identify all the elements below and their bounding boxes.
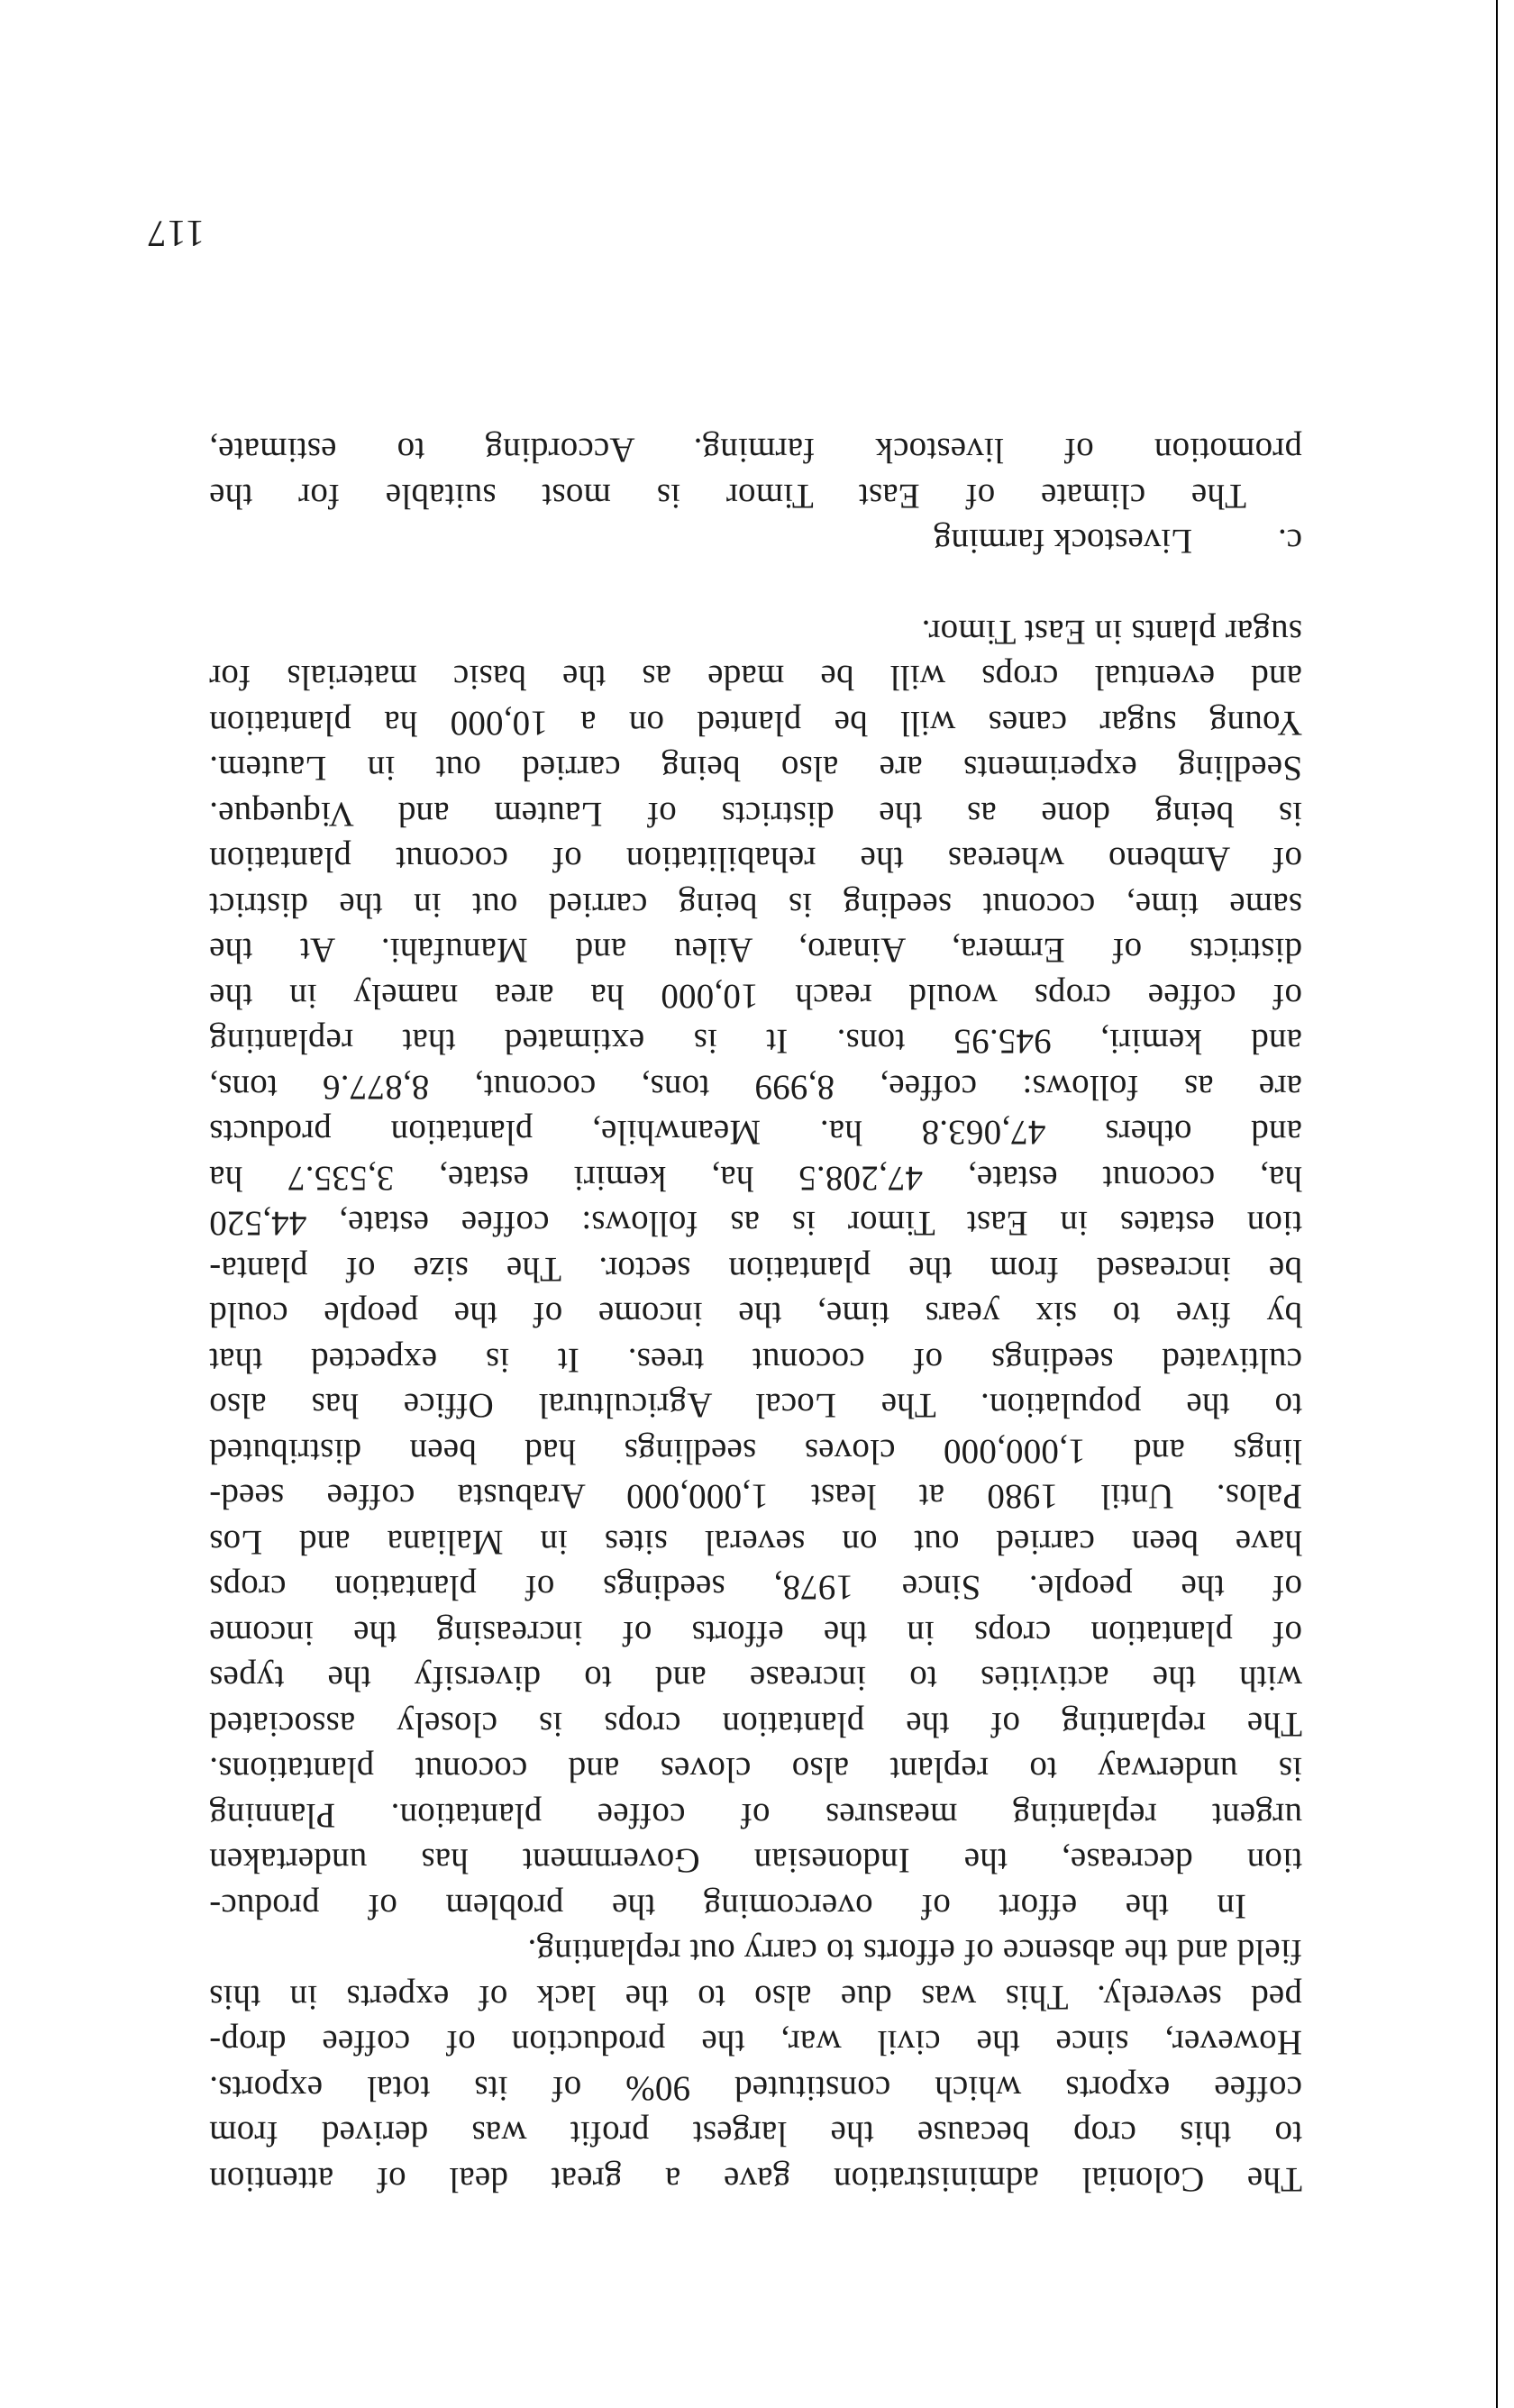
text-line: are as follows: coffee, 8,999 tons, coconut, 8,877.6 tons, bbox=[209, 1068, 1302, 1107]
text-line: The climate of East Timor is most suitable for the bbox=[209, 477, 1246, 515]
text-line: to this crop because the largest profit was derived from bbox=[209, 2114, 1302, 2154]
text-line: promotion of livestock farming. According to estimate, bbox=[209, 431, 1302, 470]
text-line: of plantation crops in the efforts of increasing the income bbox=[209, 1614, 1302, 1653]
text-line: Seedling experiments are also being carried out in Lautem. bbox=[209, 749, 1302, 789]
text-line: of the people. Since 1978, seedings of plantation crops bbox=[209, 1568, 1302, 1608]
text-line: with the activities to increase and to diversify the types bbox=[209, 1659, 1302, 1699]
text-line: same time, coconut seeding is being carried out in the district bbox=[209, 886, 1302, 925]
binding-edge-line bbox=[1496, 0, 1498, 2408]
text-line: cultivated seedings of coconut trees. It is expected that bbox=[209, 1341, 1302, 1380]
text-line: and kemiri, 945.95 tons. It is extimated that replanting bbox=[209, 1022, 1302, 1062]
text-line: lings and 1,000,000 cloves seedlings had been distributed bbox=[209, 1432, 1302, 1471]
text-line: to the population. The Local Agricultural Office has also bbox=[209, 1386, 1302, 1426]
text-line: Palos. Until 1980 at least 1,000,000 Arabusta coffee seed- bbox=[209, 1477, 1302, 1517]
text-line: However, since the civil war, the production of coffee drop- bbox=[209, 2023, 1302, 2063]
text-line: is being done as the districts of Lautem and Viqueque. bbox=[209, 795, 1302, 834]
text-line: be increased from the plantation sector. The size of planta- bbox=[209, 1250, 1302, 1289]
text-line: have been carried out on several sites in Maliana and Los bbox=[209, 1523, 1302, 1562]
text-line: ha, coconut estate, 47,208.5 ha, kemiri estate, 3,535.7 ha bbox=[209, 1159, 1302, 1198]
text-line: Young sugar canes will be planted on a 10,000 ha plantation bbox=[209, 704, 1302, 743]
text-line: of Ambeno whereas the rehabilitation of coconut plantation bbox=[209, 840, 1302, 880]
text-line: The Colonial administration gave a great deal of attention bbox=[209, 2160, 1302, 2199]
section-letter: c. bbox=[1277, 522, 1302, 561]
text-line: tion estates in East Timor is as follows: coffee estate, 44,520 bbox=[209, 1204, 1302, 1244]
text-line: In the effort of overcoming the problem of produc- bbox=[209, 1887, 1246, 1926]
text-line: sugar plants in East Timor. bbox=[921, 613, 1302, 652]
section-title: Livestock farming bbox=[934, 522, 1192, 561]
section-spacer bbox=[209, 564, 1302, 609]
text-line: tion decrease, the Indonesian Government has undertaken bbox=[209, 1841, 1302, 1881]
paragraph-colonial-administration bbox=[209, 1929, 1302, 2202]
text-line: by five to six years time, the income of the people could bbox=[209, 1295, 1302, 1335]
page-number: 117 bbox=[146, 212, 205, 253]
paragraph-replanting-efforts bbox=[209, 609, 1302, 1929]
text-line: The replanting of the plantation crops is closely associated bbox=[209, 1705, 1302, 1744]
text-line: is underway to replant also cloves and coconut plantations. bbox=[209, 1750, 1302, 1790]
text-line: urgent replanting measures of coffee plantation. Planning bbox=[209, 1796, 1302, 1835]
section-livestock-farming bbox=[209, 427, 1302, 564]
body-text bbox=[209, 427, 1302, 2202]
text-line: and eventual crops will be made as the basic materials for bbox=[209, 658, 1302, 698]
text-line: districts of Ermera, Ainaro, Aileu and Manufahi. At the bbox=[209, 931, 1302, 971]
section-heading bbox=[209, 518, 1302, 564]
text-line: of coffee crops would reach 10,000 ha area namely in the bbox=[209, 977, 1302, 1016]
text-line: coffee exports which constituted 90% of its total exports. bbox=[209, 2069, 1302, 2108]
text-line: and others 47,063.8 ha. Meanwhile, plantation products bbox=[209, 1113, 1302, 1153]
text-line: ped severely. This was due also to the lack of experts in this bbox=[209, 1978, 1302, 2017]
text-line: field and the absence of efforts to carry out replanting. bbox=[527, 1932, 1302, 1972]
